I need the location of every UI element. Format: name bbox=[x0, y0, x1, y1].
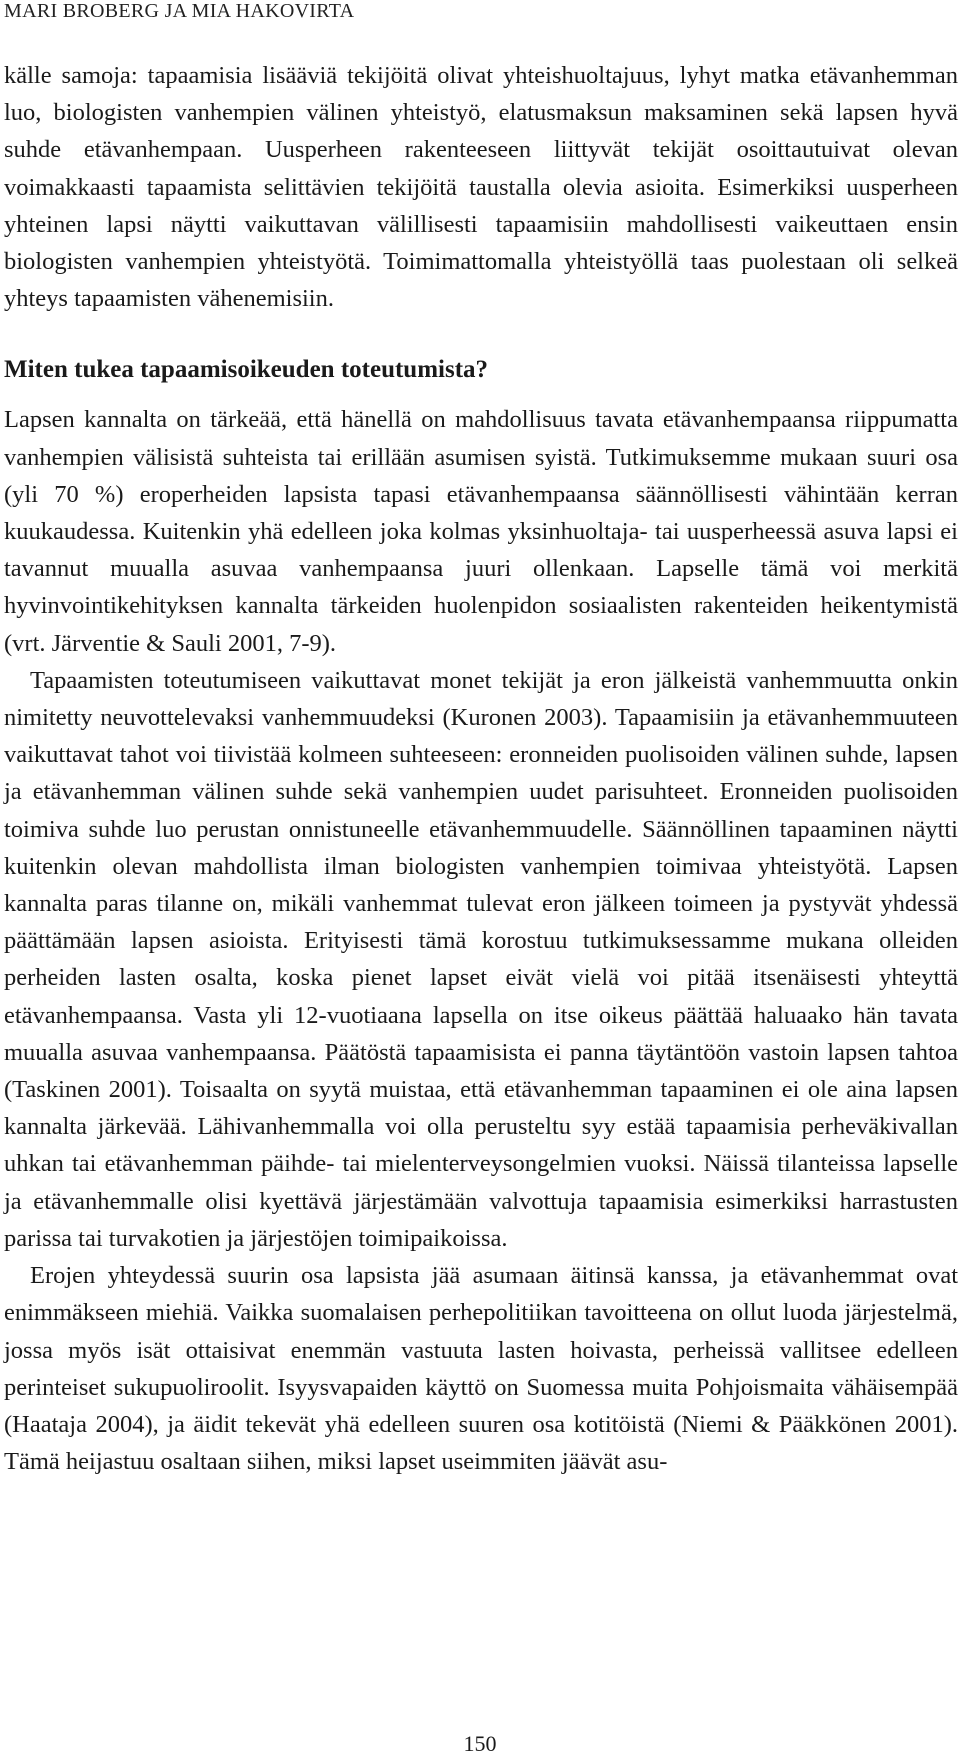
paragraph-body: Erojen yhteydessä suurin osa lapsista jää asumaan äitinsä kanssa, ja etävanhemmat ovat enimmäkseen miehiä. Vaikka suomalaisen perhepolitiikan tavoitteena on ollut luoda järjestelmä, jossa myös isät ottaisivat enemmän vastuuta lasten hoivasta, perheissä vallitsee edelleen perinteiset sukupuoliroolit. Isyysvapaiden käyttö on Suomessa muita Pohjoismaita vähäisempää (Haataja 2004), ja äidit tekevät yhä edelleen suuren osa kotitöistä (Niemi & Pääkkönen 2001). Tämä heijastuu osaltaan siihen, miksi lapset useimmiten jäävät asu- bbox=[4, 1262, 958, 1476]
body-text bbox=[4, 57, 958, 1480]
page-number: 150 bbox=[463, 1731, 497, 1756]
running-head: MARI BROBERG JA MIA HAKOVIRTA bbox=[4, 0, 355, 22]
paragraph-body: Tapaamisten toteutumiseen vaikuttavat monet tekijät ja eron jälkeistä vanhemmuutta onkin nimitetty neuvottelevaksi vanhemmuudeksi (Kuronen 2003). Tapaamisiin ja etävanhemmuuteen vaikuttavat tahot voi tiivistää kolmeen suhteeseen: eronneiden puolisoiden välinen suhde, lapsen ja etävanhemman välinen suhde sekä vanhempien uudet parisuhteet. Eronneiden puolisoiden toimiva suhde luo perustan onnistuneelle etävanhemmuudelle. Säännöllinen tapaaminen näytti kuitenkin olevan mahdollista ilman biologisten vanhempien toimivaa yhteistyötä. Lapsen kannalta paras tilanne on, mikäli vanhemmat tulevat eron jälkeen toimeen ja pystyvät yhdessä päättämään lapsen asioista. Erityisesti tämä korostuu tutkimuksessamme mukana olleiden perheiden lasten osalta, koska pienet lapset eivät vielä voi pitää itsenäisesti yhteyttä etävanhempaansa. Vasta yli 12-vuotiaana lapsella on itse oikeus päättää haluaako hän tavata muualla asuvaa vanhempaansa. Päätöstä tapaamisista ei panna täytäntöön vastoin lapsen tahtoa (Taskinen 2001). Toisaalta on syytä muistaa, että etävanhemman tapaaminen ei ole aina lapsen kannalta järkevää. Lähivanhemmalla voi olla perusteltu syy estää tapaamisia perheväkivallan uhkan tai etävanhemman päihde- tai mielenterveysongelmien vuoksi. Näissä tilanteissa lapselle ja etävanhemmalle olisi kyettävä järjestämään valvottuja tapaamisia esimerkiksi harrastusten parissa tai turvakotien ja järjestöjen toimipaikoissa. bbox=[4, 666, 958, 1252]
paragraph-continuation: källe samoja: tapaamisia lisääviä tekijöitä olivat yhteishuoltajuus, lyhyt matka etävanhemman luo, biologisten vanhempien välinen yhteistyö, elatusmaksun maksaminen sekä lapsen hyvä suhde etävanhempaan. Uusperheen rakenteeseen liittyvät tekijät osoittautuivat olevan voimakkaasti tapaamista selittävien tekijöitä taustalla olevia asioita. Esimerkiksi uusperheen yhteinen lapsi näytti vaikuttavan välillisesti tapaamisiin mahdollisesti vaikeuttaen ensin biologisten vanhempien yhteistyötä. Toimimattomalla yhteistyöllä taas puolestaan oli selkeä yhteys tapaamisten vähenemisiin. bbox=[4, 62, 958, 313]
section-heading: Miten tukea tapaamisoikeuden toteutumista? bbox=[4, 356, 489, 384]
paragraph-intro: Lapsen kannalta on tärkeää, että hänellä on mahdollisuus tavata etävanhempaansa riippumatta vanhempien välisistä suhteista tai erillään asumisen syistä. Tutkimuksemme mukaan suuri osa (yli 70 %) eroperheiden lapsista tapasi etävanhempaansa säännöllisesti vähintään kerran kuukaudessa. Kuitenkin yhä edelleen joka kolmas yksinhuoltaja- tai uusperheessä asuva lapsi ei tavannut muualla asuvaa vanhempaansa juuri ollenkaan. Lapselle tämä voi merkitä hyvinvointikehityksen kannalta tärkeiden huolenpidon sosiaalisten rakenteiden heikentymistä (vrt. Järventie & Sauli 2001, 7-9). bbox=[4, 406, 958, 657]
